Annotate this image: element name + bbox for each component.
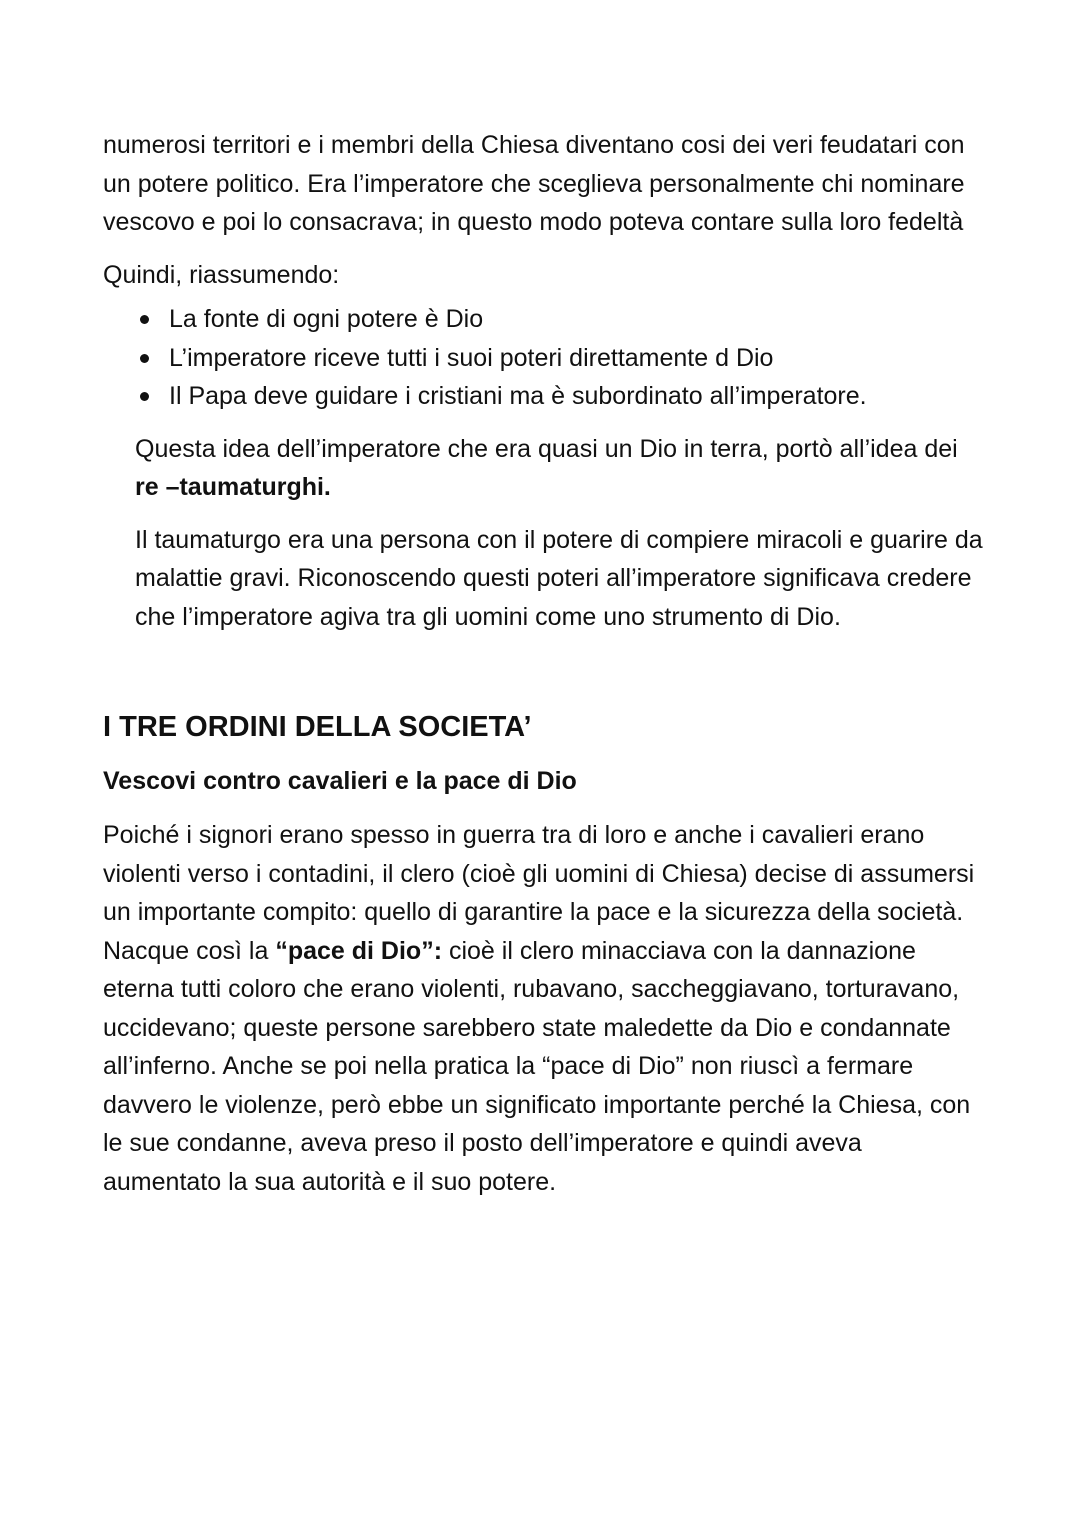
pace-text-part1: Poiché i signori erano spesso in guerra tra di loro e anche i cavalieri erano violenti verso i contadini, il clero (cioè gli uomini di Chiesa) decise di assumersi un importante compito: quello di garantire la pace e la sicurezza della società. Nacque così la <box>103 821 975 965</box>
pace-paragraph <box>103 816 983 1201</box>
document-page <box>103 126 983 1201</box>
idea-text: Questa idea dell’imperatore che era quasi un Dio in terra, portò all’idea dei <box>135 434 958 463</box>
list-item-text: Il Papa deve guidare i cristiani ma è subordinato all’imperatore. <box>169 382 867 410</box>
section-title: I TRE ORDINI DELLA SOCIETA’ <box>103 711 532 743</box>
idea-paragraph <box>103 430 983 507</box>
bullet-icon <box>140 315 149 324</box>
intro-paragraph: numerosi territori e i membri della Chiesa diventano cosi dei veri feudatari con un potere politico. Era l’imperatore che sceglieva personalmente chi nominare vescovo e poi lo consacrava; in questo modo poteva contare sulla loro fedeltà <box>103 131 965 236</box>
list-item-text: L’imperatore riceve tutti i suoi poteri direttamente d Dio <box>169 343 774 372</box>
pace-bold-term: “pace di Dio”: <box>275 936 443 965</box>
summary-list <box>103 300 983 416</box>
bullet-icon <box>140 354 149 363</box>
idea-bold-term: re –taumaturghi. <box>135 473 331 501</box>
list-item <box>135 339 983 378</box>
section-subtitle: Vescovi contro cavalieri e la pace di Dio <box>103 767 577 795</box>
bullet-icon <box>140 392 149 401</box>
list-item <box>135 377 983 416</box>
list-item <box>135 300 983 339</box>
taumaturgo-paragraph: Il taumaturgo era una persona con il potere di compiere miracoli e guarire da malattie gravi. Riconoscendo questi poteri all’imperatore significava credere che l’imperatore agiva tra gli uomini come uno strumento di Dio. <box>135 525 983 631</box>
list-item-text: La fonte di ogni potere è Dio <box>169 305 484 333</box>
pace-text-part2: cioè il clero minacciava con la dannazione eterna tutti coloro che erano violenti, rubavano, saccheggiavano, torturavano, uccidevano; queste persone sarebbero state maledette da Dio e condannate all’inferno. Anche se poi nella pratica la “pace di Dio” non riuscì a fermare davvero le violenze, però ebbe un significato importante perché la Chiesa, con le sue condanne, aveva preso il posto dell’imperatore e quindi aveva aumentato la sua autorità e il suo potere. <box>103 936 971 1196</box>
summary-label: Quindi, riassumendo: <box>103 260 340 289</box>
